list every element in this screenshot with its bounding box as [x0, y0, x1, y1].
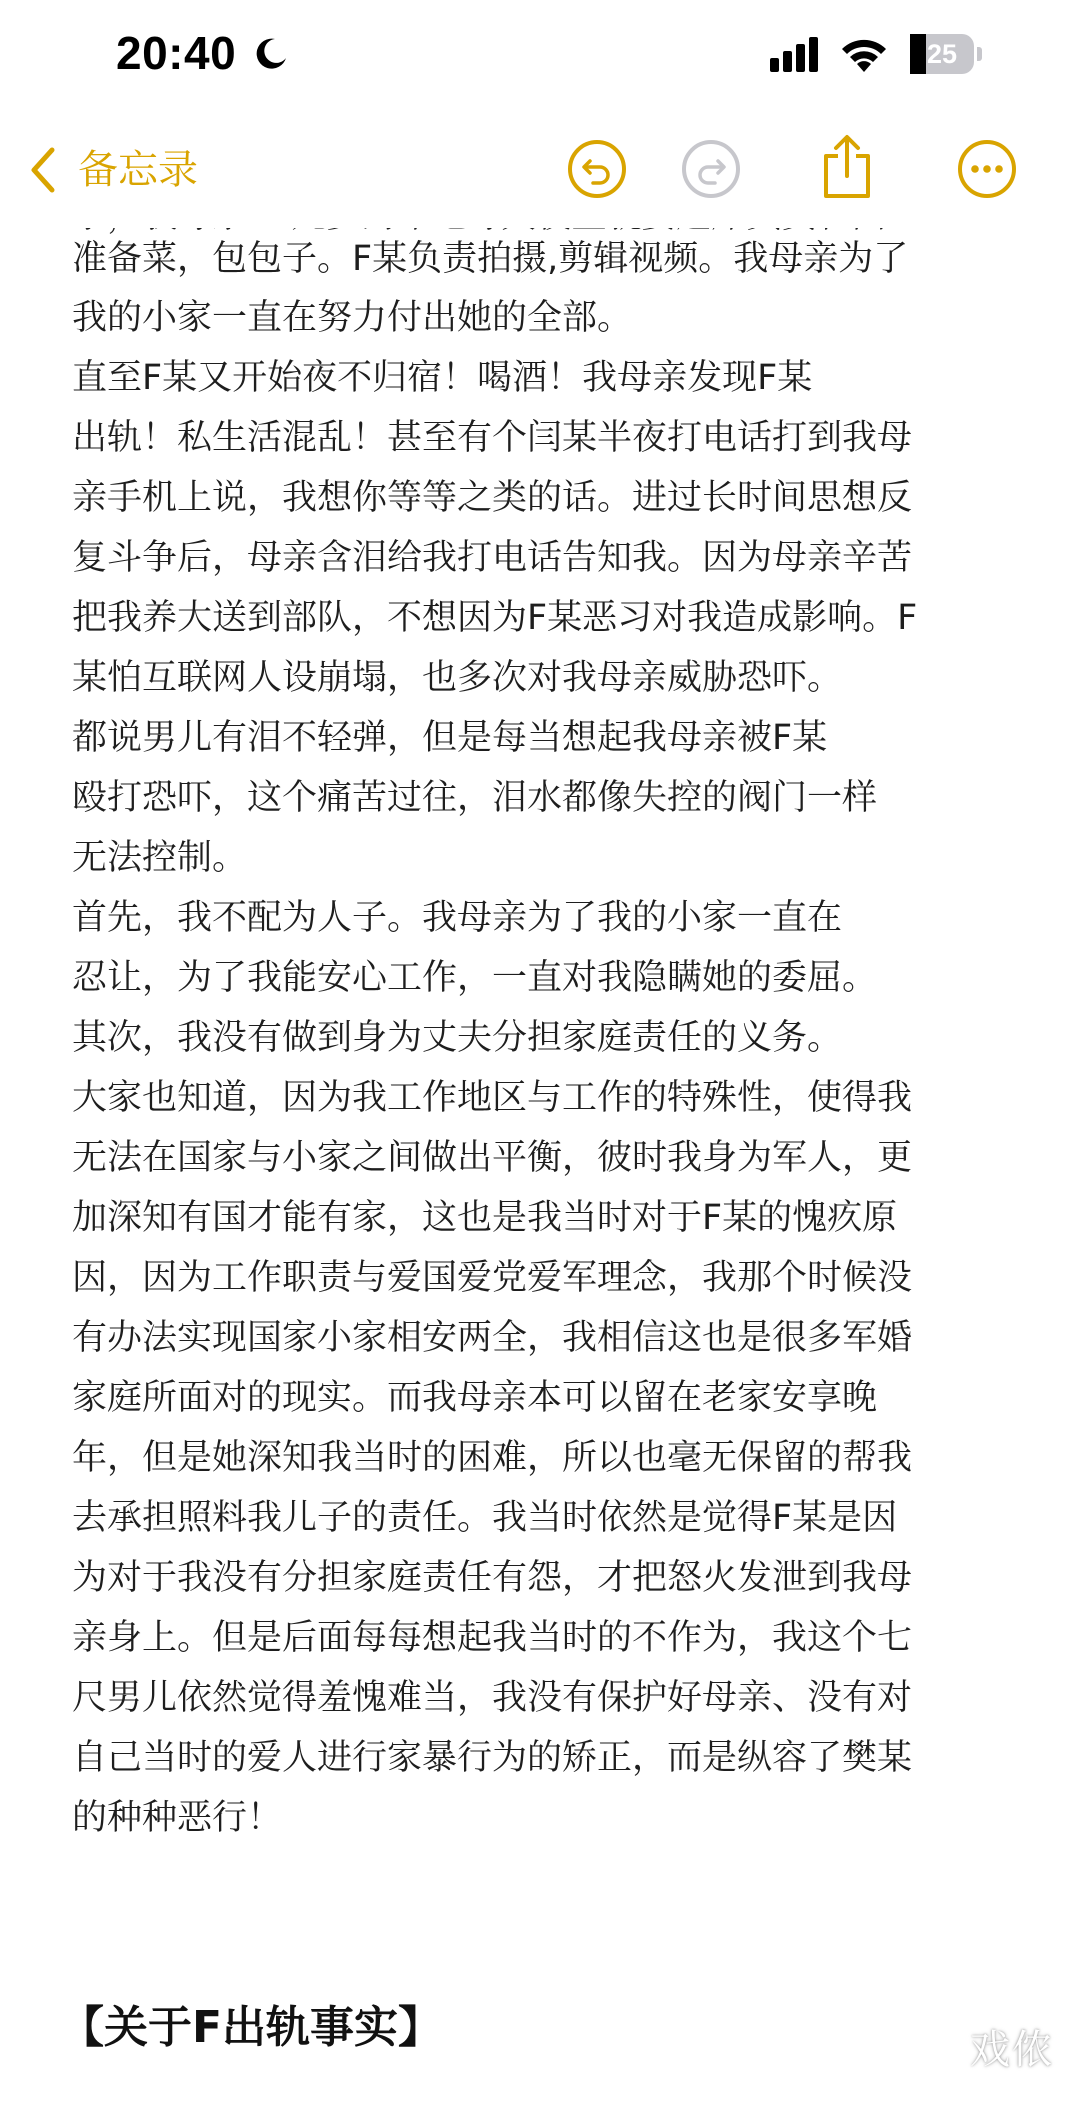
undo-icon[interactable]	[566, 138, 628, 200]
note-line: 忍让，为了我能安心工作，一直对我隐瞒她的委屈。	[72, 958, 878, 998]
back-label: 备忘录	[78, 147, 198, 193]
nav-bar	[0, 110, 1080, 228]
note-line: 尺男儿依然觉得羞愧难当，我没有保护好母亲、没有对	[72, 1678, 913, 1718]
note-line: 无法控制。	[72, 838, 248, 878]
note-line: 首先，我不配为人子。我母亲为了我的小家一直在	[72, 898, 843, 938]
watermark: 戏侬	[970, 2027, 1054, 2073]
note-line: 年，但是她深知我当时的困难，所以也毫无保留的帮我	[72, 1438, 913, 1478]
wifi-icon	[838, 32, 890, 74]
battery-level: 25	[926, 39, 958, 69]
note-line: 直至F某又开始夜不归宿！喝酒！我母亲发现F某	[72, 358, 813, 398]
note-line: 都说男儿有泪不轻弹，但是每当想起我母亲被F某	[72, 718, 828, 758]
note-line: 我的小家一直在努力付出她的全部。	[72, 298, 633, 338]
note-line: 无法在国家与小家之间做出平衡，彼时我身为军人，更	[72, 1138, 913, 1178]
note-line: 自己当时的爱人进行家暴行为的矫正，而是纵容了樊某	[72, 1738, 913, 1778]
note-line: 准备菜，包包子。F某负责拍摄,剪辑视频。我母亲为了	[72, 239, 909, 279]
status-bar	[0, 0, 1080, 110]
note-line: 复斗争后，母亲含泪给我打电话告知我。因为母亲辛苦	[72, 538, 913, 578]
note-line: 出轨！私生活混乱！甚至有个闫某半夜打电话打到我母	[72, 418, 913, 458]
redo-icon[interactable]	[680, 138, 742, 200]
note-line: 亲身上。但是后面每每想起我当时的不作为，我这个七	[72, 1618, 913, 1658]
battery-cap	[977, 47, 982, 61]
more-icon[interactable]	[956, 138, 1018, 200]
note-line: 家庭所面对的现实。而我母亲本可以留在老家安享晚	[72, 1378, 878, 1418]
note-line: 把我养大送到部队，不想因为F某恶习对我造成影响。F	[72, 598, 918, 638]
note-line: 某怕互联网人设崩塌，也多次对我母亲威胁恐吓。	[72, 658, 843, 698]
status-time: 20:40	[116, 27, 237, 79]
note-line: 有办法实现国家小家相安两全，我相信这也是很多军婚	[72, 1318, 913, 1358]
battery-icon	[910, 34, 982, 74]
note-line: 为对于我没有分担家庭责任有怨，才把怒火发泄到我母	[72, 1558, 913, 1598]
moon-icon	[253, 36, 289, 72]
note-line: 亲手机上说，我想你等等之类的话。进过长时间思想反	[72, 478, 913, 518]
note-line: 去承担照料我儿子的责任。我当时依然是觉得F某是因	[72, 1498, 898, 1538]
signal-icon	[768, 36, 820, 76]
note-line: 因，因为工作职责与爱国爱党爱军理念，我那个时候没	[72, 1258, 913, 1298]
battery-body	[910, 34, 974, 74]
note-line: 的种种恶行！	[72, 1798, 283, 1838]
section-heading: 【关于F出轨事实】	[60, 2002, 443, 2053]
note-line: 殴打恐吓，这个痛苦过往，泪水都像失控的阀门一样	[72, 778, 878, 818]
back-button[interactable]	[28, 142, 198, 198]
note-line: 大家也知道，因为我工作地区与工作的特殊性，使得我	[72, 1078, 913, 1118]
note-line: 加深知有国才能有家，这也是我当时对于F某的愧疚原	[72, 1198, 898, 1238]
chevron-left-icon	[28, 145, 58, 195]
note-line: 其次，我没有做到身为丈夫分担家庭责任的义务。	[72, 1018, 843, 1058]
share-icon[interactable]	[818, 134, 876, 200]
note-body[interactable]	[0, 228, 1080, 2119]
